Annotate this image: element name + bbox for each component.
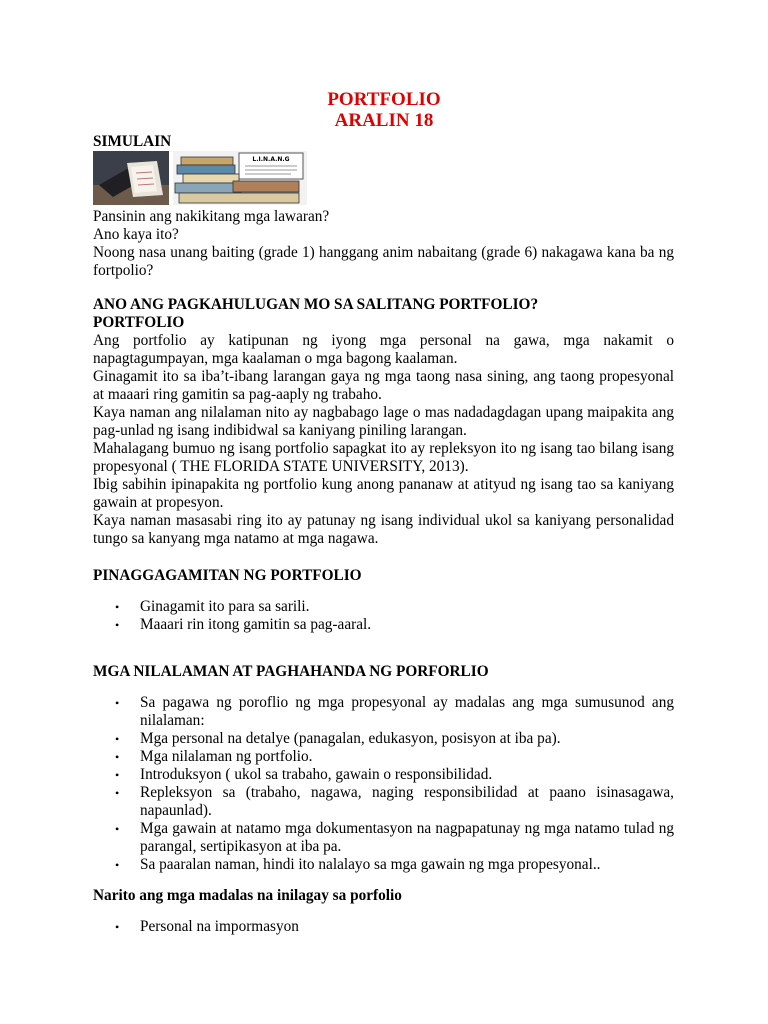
list-item: • Ginagamit ito para sa sarili. <box>93 598 674 616</box>
narito-heading: Narito ang mga madalas na inilagay sa porfolio <box>93 887 402 904</box>
narito-list <box>93 918 674 936</box>
paragraph: Kaya naman masasabi ring ito ay patunay ng isang individual ukol sa kaniyang personalidad tungo sa kanyang mga natamo at mga nagawa. <box>93 512 674 547</box>
paragraph: Ginagamit ito sa iba’t-ibang larangan gaya ng mga taong nasa sining, ang taong propesyonal at maaari ring gamitin sa pag-aaply ng trabaho. <box>93 368 674 403</box>
list-item: • Sa paaralan naman, hindi ito nalalayo sa mga gawain ng mga propesyonal.. <box>93 856 674 874</box>
portfolio-photo-image <box>93 151 169 205</box>
portfolio-subheading: PORTFOLIO <box>93 314 185 331</box>
nilalaman-heading: MGA NILALAMAN AT PAGHAHANDA NG PORFORLIO <box>93 663 489 680</box>
paragraph: Kaya naman ang nilalaman nito ay nagbabago lage o mas nadadagdagan upang maipakita ang pag-unlad ng isang indibidwal sa kaniyang piniling larangan. <box>93 404 674 439</box>
list-item: • Personal na impormasyon <box>93 918 674 936</box>
list-item: • Mga gawain at natamo mga dokumentasyon na nagpapatunay ng mga natamo tulad ng parangal, sertipikasyon at iba pa. <box>93 820 674 856</box>
list-item: • Sa pagawa ng poroflio ng mga propesyonal ay madalas ang mga sumusunod ang nilalaman: <box>93 694 674 730</box>
image-caption: L.I.N.A.N.G <box>252 156 290 163</box>
kahulugan-heading: ANO ANG PAGKAHULUGAN MO SA SALITANG PORTFOLIO? <box>93 296 539 313</box>
list-item: • Maaari rin itong gamitin sa pag-aaral. <box>93 616 674 634</box>
paragraph: Mahalagang bumuo ng isang portfolio sapagkat ito ay repleksyon ito ng isang tao bilang isang propesyonal ( THE FLORIDA STATE UNIVERSITY, 2013). <box>93 440 674 475</box>
paragraph: Ang portfolio ay katipunan ng iyong mga personal na gawa, mga nakamit o napagtagumpayan, mga kaalaman o mga bagong kaalaman. <box>93 332 674 367</box>
paragraph: Ibig sabihin ipinapakita ng portfolio kung anong pananaw at atityud ng isang tao sa kaniyang gawain at propesyon. <box>93 476 674 511</box>
pinaggagamitan-list <box>93 598 674 634</box>
list-item: • Repleksyon sa (trabaho, nagawa, naging responsibilidad at paano isinasagawa, napaunlad). <box>93 784 674 820</box>
simulain-line: Noong nasa unang baiting (grade 1) hanggang anim nabaitang (grade 6) nakagawa kana ba ng fortpolio? <box>93 244 674 279</box>
list-item: • Mga personal na detalye (panagalan, edukasyon, posisyon at iba pa). <box>93 730 674 748</box>
simulain-heading: SIMULAIN <box>93 133 172 150</box>
simulain-line: Pansinin ang nakikitang mga lawaran? <box>93 208 330 225</box>
document-subtitle: ARALIN 18 <box>334 110 434 131</box>
simulain-line: Ano kaya ito? <box>93 226 179 243</box>
list-item: • Introduksyon ( ukol sa trabaho, gawain o responsibilidad. <box>93 766 674 784</box>
document-title: PORTFOLIO <box>327 89 441 110</box>
books-stack-image <box>173 151 307 205</box>
kahulugan-paragraphs <box>93 332 674 548</box>
simulain-text <box>93 208 674 280</box>
pinaggagamitan-heading: PINAGGAGAMITAN NG PORTFOLIO <box>93 567 362 584</box>
nilalaman-list <box>93 694 674 874</box>
list-item: • Mga nilalaman ng portfolio. <box>93 748 674 766</box>
lesson-images <box>93 151 307 205</box>
